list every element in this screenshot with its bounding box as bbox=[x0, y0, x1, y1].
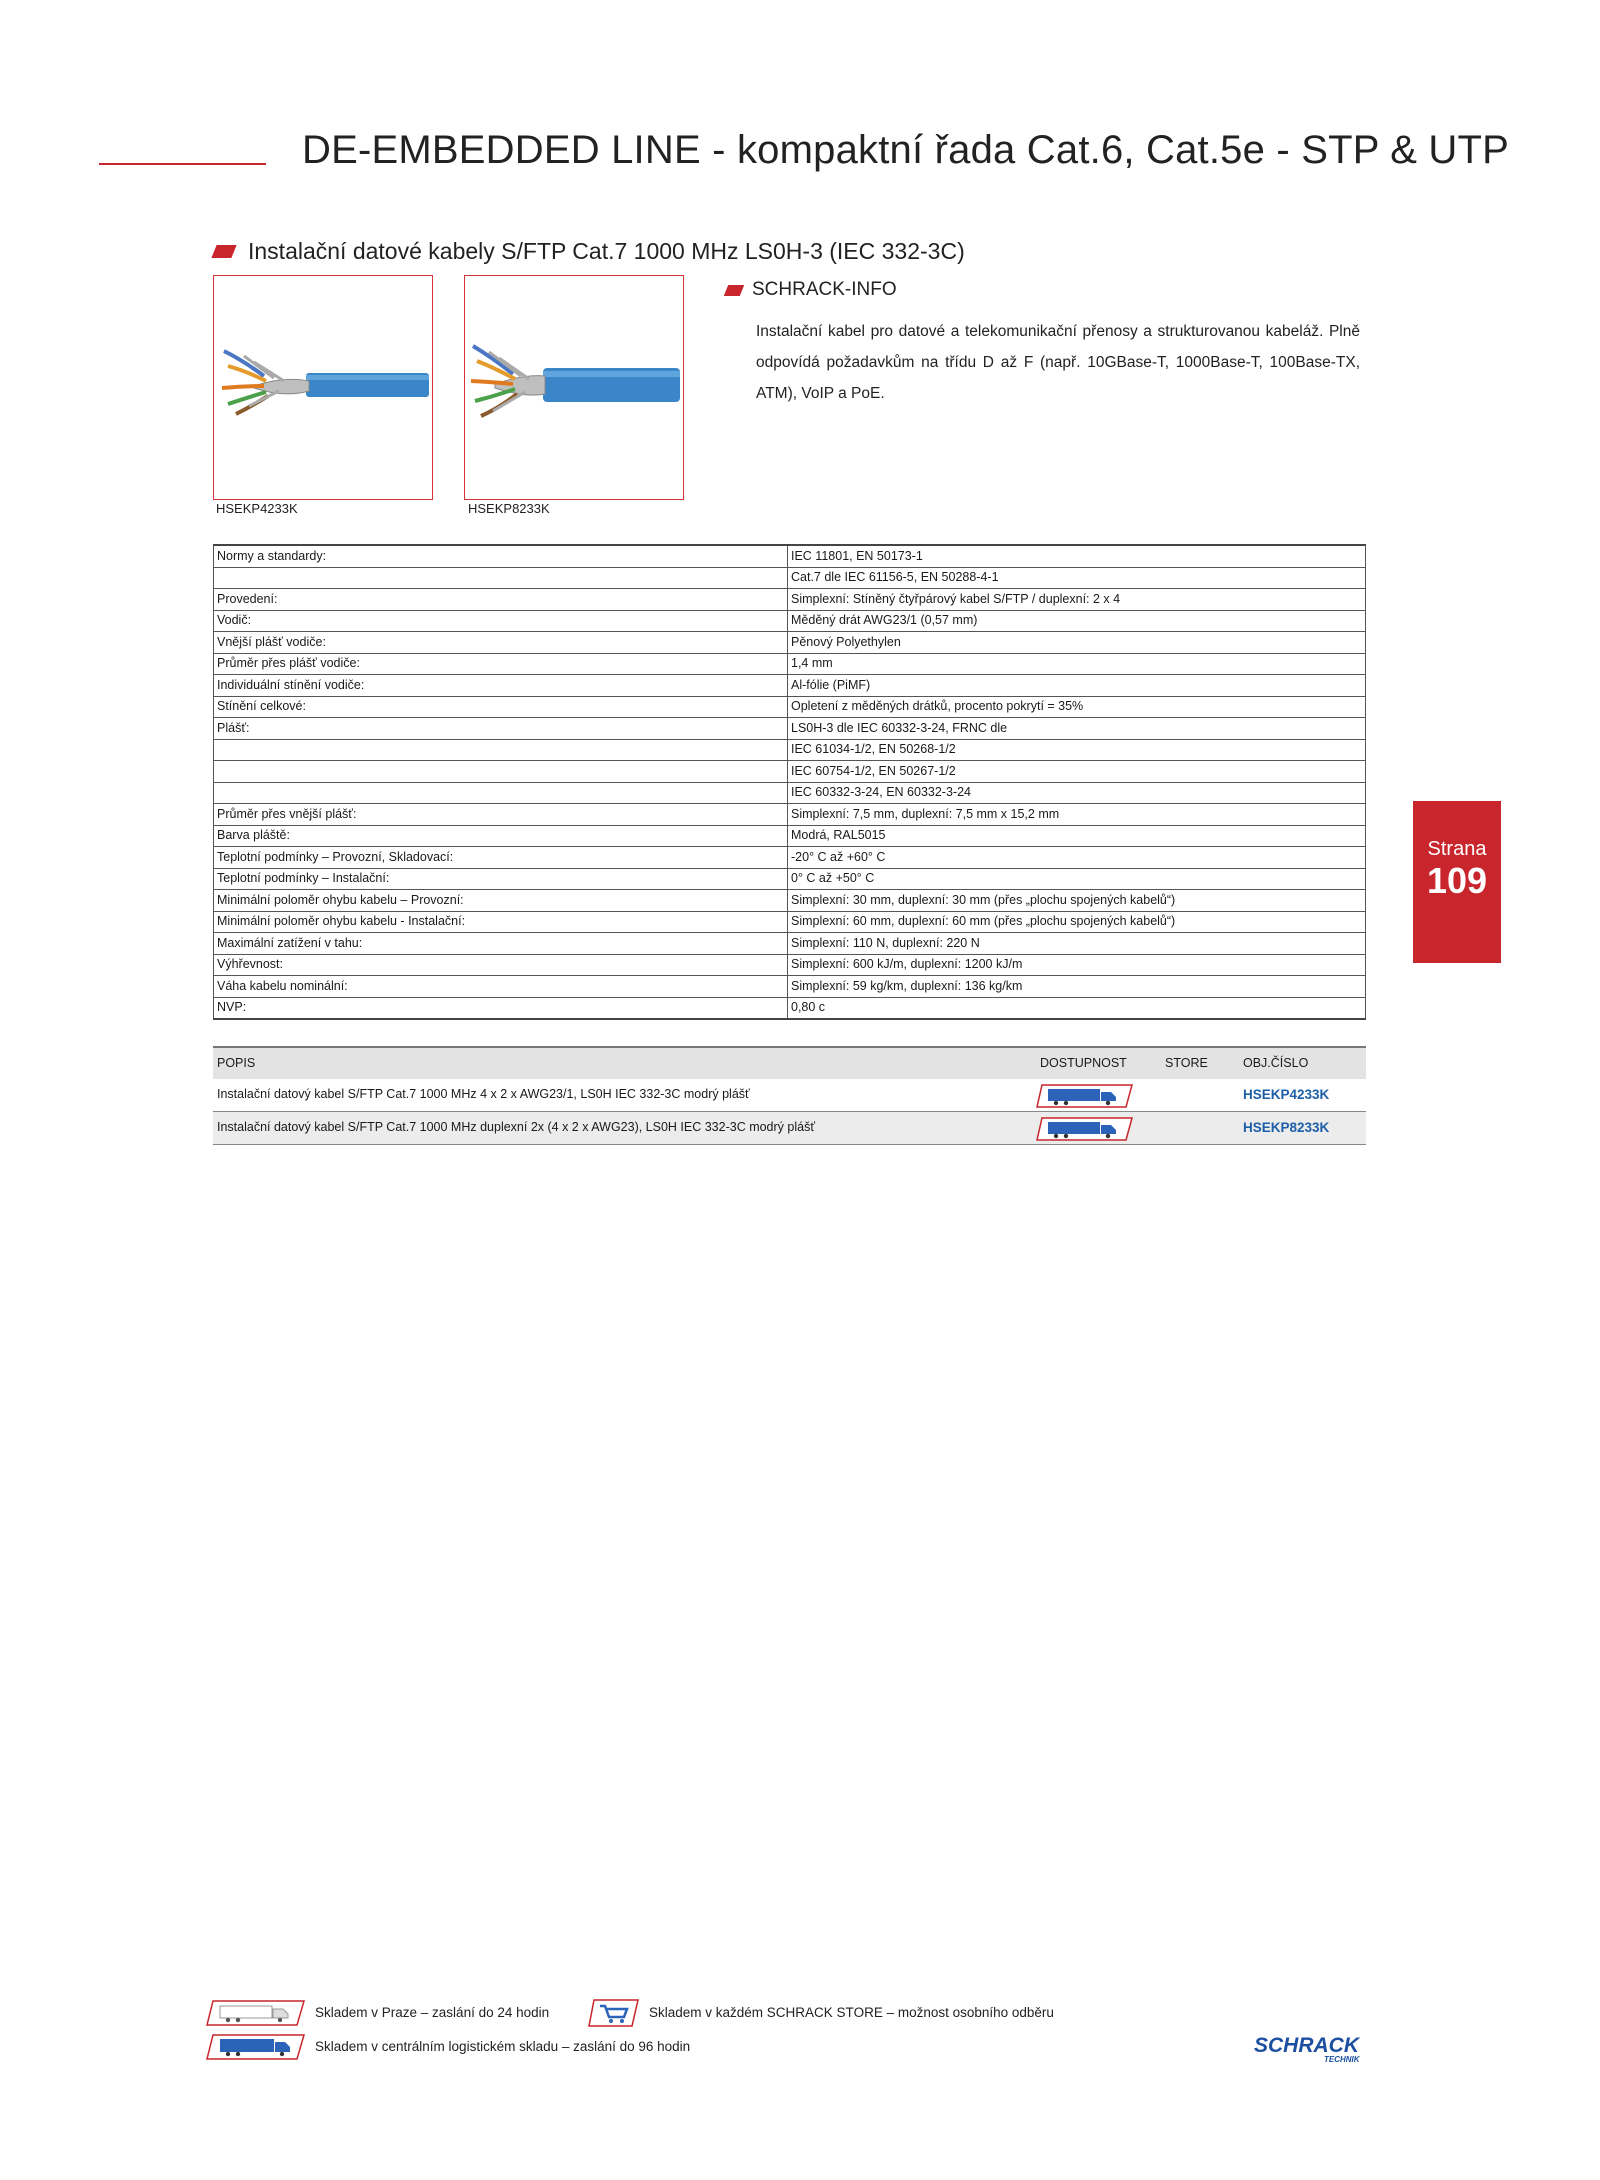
truck-blue-icon bbox=[1036, 1117, 1134, 1141]
spec-row bbox=[214, 718, 1366, 740]
spec-row bbox=[214, 632, 1366, 654]
spec-value: Cat.7 dle IEC 61156-5, EN 50288-4-1 bbox=[788, 567, 1366, 589]
logo-name: SCHRACK bbox=[1254, 2034, 1359, 2057]
photo-label-1: HSEKP4233K bbox=[216, 501, 298, 516]
spec-key: Vnější plášť vodiče: bbox=[214, 632, 788, 654]
spec-value: LS0H-3 dle IEC 60332-3-24, FRNC dle bbox=[788, 718, 1366, 740]
product-description: Instalační datový kabel S/FTP Cat.7 1000 MHz 4 x 2 x AWG23/1, LS0H IEC 332-3C modrý plášť bbox=[217, 1087, 750, 1101]
spec-key: Váha kabelu nominální: bbox=[214, 976, 788, 998]
spec-key bbox=[214, 567, 788, 589]
spec-key: Individuální stínění vodiče: bbox=[214, 675, 788, 697]
page-tab-label: Strana bbox=[1427, 838, 1487, 860]
page-title: DE-EMBEDDED LINE - kompaktní řada Cat.6, Cat.5e - STP & UTP bbox=[302, 128, 1509, 172]
spec-row bbox=[214, 782, 1366, 804]
spec-row bbox=[214, 696, 1366, 718]
truck-blue-icon bbox=[206, 2034, 306, 2060]
spec-key: Teplotní podmínky – Instalační: bbox=[214, 868, 788, 890]
spec-row bbox=[214, 825, 1366, 847]
shopping-cart-icon bbox=[588, 1999, 640, 2027]
spec-row bbox=[214, 545, 1366, 567]
spec-value: Al-fólie (PiMF) bbox=[788, 675, 1366, 697]
spec-key: Normy a standardy: bbox=[214, 545, 788, 567]
spec-value: IEC 11801, EN 50173-1 bbox=[788, 545, 1366, 567]
spec-row bbox=[214, 847, 1366, 869]
spec-value: Simplexní: Stíněný čtyřpárový kabel S/FTP / duplexní: 2 x 4 bbox=[788, 589, 1366, 611]
spec-row bbox=[214, 954, 1366, 976]
spec-row bbox=[214, 610, 1366, 632]
product-table-header bbox=[213, 1046, 1366, 1079]
spec-key: Barva pláště: bbox=[214, 825, 788, 847]
spec-key: NVP: bbox=[214, 997, 788, 1019]
spec-key: Průměr přes plášť vodiče: bbox=[214, 653, 788, 675]
spec-row bbox=[214, 675, 1366, 697]
truck-blue-icon bbox=[1036, 1084, 1134, 1108]
logo-sub: TECHNIK bbox=[1324, 2055, 1360, 2064]
spec-row bbox=[214, 997, 1366, 1019]
spec-value: Simplexní: 59 kg/km, duplexní: 136 kg/km bbox=[788, 976, 1366, 998]
spec-value: Simplexní: 60 mm, duplexní: 60 mm (přes „plochu spojených kabelů“) bbox=[788, 911, 1366, 933]
schrack-logo bbox=[1248, 2031, 1376, 2065]
spec-key: Výhřevnost: bbox=[214, 954, 788, 976]
spec-value: Pěnový Polyethylen bbox=[788, 632, 1366, 654]
schrack-info-heading bbox=[726, 279, 897, 301]
spec-key: Vodič: bbox=[214, 610, 788, 632]
cable-image bbox=[214, 276, 432, 499]
page-number: 109 bbox=[1426, 860, 1488, 901]
spec-row bbox=[214, 868, 1366, 890]
section-marker-icon bbox=[211, 245, 236, 258]
spec-row bbox=[214, 589, 1366, 611]
spec-value: 0° C až +50° C bbox=[788, 868, 1366, 890]
photo-label-2: HSEKP8233K bbox=[468, 501, 550, 516]
spec-value: IEC 60754-1/2, EN 50267-1/2 bbox=[788, 761, 1366, 783]
page-tab bbox=[1413, 801, 1501, 963]
product-code[interactable]: HSEKP8233K bbox=[1243, 1120, 1330, 1135]
spec-row bbox=[214, 567, 1366, 589]
section-heading bbox=[214, 238, 965, 265]
spec-row bbox=[214, 761, 1366, 783]
spec-value: Modrá, RAL5015 bbox=[788, 825, 1366, 847]
spec-key: Stínění celkové: bbox=[214, 696, 788, 718]
spec-value: Opletení z měděných drátků, procento pokrytí = 35% bbox=[788, 696, 1366, 718]
spec-row bbox=[214, 976, 1366, 998]
legend-central: Skladem v centrálním logistickém skladu – zaslání do 96 hodin bbox=[315, 2039, 691, 2054]
spec-key: Provedení: bbox=[214, 589, 788, 611]
schrack-info-title: SCHRACK-INFO bbox=[752, 279, 897, 300]
spec-value: 1,4 mm bbox=[788, 653, 1366, 675]
spec-row bbox=[214, 804, 1366, 826]
spec-value: 0,80 c bbox=[788, 997, 1366, 1019]
product-photo-2 bbox=[464, 275, 684, 500]
spec-value: IEC 60332-3-24, EN 60332-3-24 bbox=[788, 782, 1366, 804]
legend-prague: Skladem v Praze – zaslání do 24 hodin bbox=[315, 2005, 550, 2020]
spec-value: Simplexní: 600 kJ/m, duplexní: 1200 kJ/m bbox=[788, 954, 1366, 976]
spec-key: Minimální poloměr ohybu kabelu - Instalační: bbox=[214, 911, 788, 933]
legend-store: Skladem v každém SCHRACK STORE – možnost osobního odběru bbox=[649, 2005, 1054, 2020]
spec-row bbox=[214, 890, 1366, 912]
spec-key bbox=[214, 782, 788, 804]
spec-key bbox=[214, 761, 788, 783]
product-row[interactable] bbox=[213, 1112, 1366, 1145]
product-row[interactable] bbox=[213, 1079, 1366, 1112]
spec-value: Simplexní: 7,5 mm, duplexní: 7,5 mm x 15,2 mm bbox=[788, 804, 1366, 826]
spec-key: Minimální poloměr ohybu kabelu – Provozní: bbox=[214, 890, 788, 912]
spec-key bbox=[214, 739, 788, 761]
product-table bbox=[213, 1046, 1366, 1145]
spec-value: -20° C až +60° C bbox=[788, 847, 1366, 869]
spec-value: Simplexní: 110 N, duplexní: 220 N bbox=[788, 933, 1366, 955]
spec-key: Maximální zatížení v tahu: bbox=[214, 933, 788, 955]
spec-row bbox=[214, 653, 1366, 675]
spec-key: Plášť: bbox=[214, 718, 788, 740]
spec-value: IEC 61034-1/2, EN 50268-1/2 bbox=[788, 739, 1366, 761]
spec-value: Simplexní: 30 mm, duplexní: 30 mm (přes „plochu spojených kabelů“) bbox=[788, 890, 1366, 912]
spec-row bbox=[214, 911, 1366, 933]
spec-key: Průměr přes vnější plášť: bbox=[214, 804, 788, 826]
cable-image bbox=[465, 276, 683, 499]
spec-row bbox=[214, 933, 1366, 955]
schrack-info-text: Instalační kabel pro datové a telekomunikační přenosy a strukturovanou kabeláž. Plně odpovídá požadavkům na třídu D až F (např. 10GBase-T, 1000Base-T, 100Base-TX, ATM), VoIP a PoE. bbox=[756, 323, 1360, 402]
product-description: Instalační datový kabel S/FTP Cat.7 1000 MHz duplexní 2x (4 x 2 x AWG23), LS0H IEC 332-3C modrý plášť bbox=[217, 1120, 816, 1134]
spec-table bbox=[213, 544, 1366, 1020]
info-marker-icon bbox=[724, 285, 744, 296]
col-dostupnost: DOSTUPNOST bbox=[1040, 1056, 1127, 1070]
spec-row bbox=[214, 739, 1366, 761]
section-title: Instalační datové kabely S/FTP Cat.7 1000 MHz LS0H-3 (IEC 332-3C) bbox=[248, 238, 965, 264]
col-store: STORE bbox=[1165, 1056, 1208, 1070]
header-rule bbox=[99, 163, 266, 165]
spec-key: Teplotní podmínky – Provozní, Skladovací: bbox=[214, 847, 788, 869]
col-popis: POPIS bbox=[217, 1056, 256, 1070]
spec-value: Měděný drát AWG23/1 (0,57 mm) bbox=[788, 610, 1366, 632]
product-code[interactable]: HSEKP4233K bbox=[1243, 1087, 1330, 1102]
truck-white-icon bbox=[206, 2000, 306, 2026]
col-obj-cislo: OBJ.ČÍSLO bbox=[1243, 1056, 1309, 1070]
product-photo-1 bbox=[213, 275, 433, 500]
